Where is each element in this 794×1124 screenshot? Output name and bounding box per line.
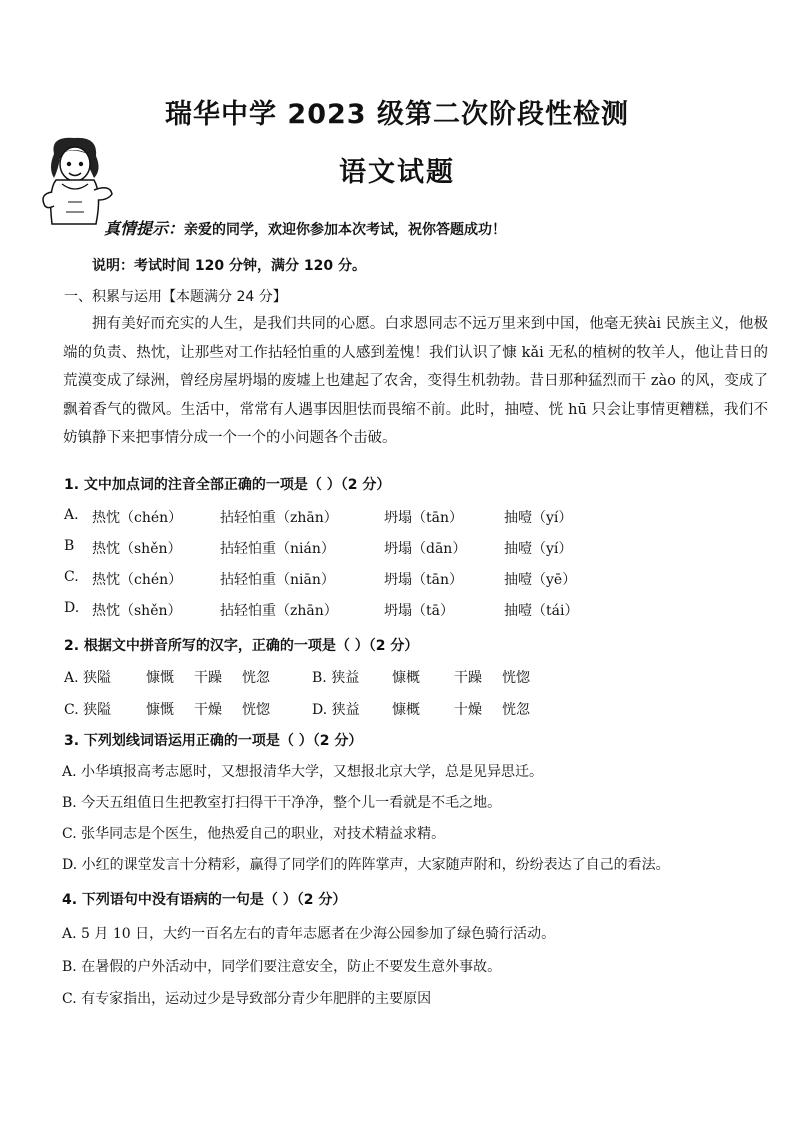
tip-text: 亲爱的同学，欢迎你参加本次考试，祝你答题成功！ (184, 222, 507, 238)
q2-row-1 (64, 667, 584, 689)
option-item: 恍惚 (242, 702, 270, 718)
option-letter: D. (64, 600, 80, 616)
option-item: 干躁 (194, 670, 222, 686)
option-item: B. 狭益 (312, 670, 360, 686)
option-item: 热忱（shěn） (92, 541, 182, 557)
tip-label: 真情提示： (104, 219, 185, 238)
option-item: A. 狭隘 (64, 670, 112, 686)
exam-subtitle: 语文试题 (339, 157, 455, 188)
option-item: 慷慨 (146, 670, 174, 686)
option-item: D. 狭益 (312, 702, 360, 718)
option-item: 热忱（shěn） (92, 603, 182, 619)
option-item: 拈轻怕重（niān） (220, 572, 335, 588)
q1-option-a (64, 507, 704, 529)
q1-option-d (64, 600, 704, 622)
option-item: 坍塌（dān） (384, 541, 467, 557)
option-item: 慷慨 (146, 702, 174, 718)
option-item: 抽噎（tái） (504, 603, 579, 619)
q3-option-c: C. 张华同志是个医生，他热爱自己的职业，对技术精益求精。 (62, 826, 446, 842)
question-4-stem: 4. 下列语句中没有语病的一句是（ ）（2 分） (62, 892, 347, 908)
option-item: 慷概 (392, 670, 420, 686)
option-letter: C. (64, 569, 79, 585)
cartoon-teacher-illustration (38, 134, 114, 226)
exam-title: 瑞华中学 2023 级第二次阶段性检测 (165, 99, 629, 130)
option-item: 恍忽 (502, 702, 530, 718)
option-item: 抽噎（yē） (504, 572, 577, 588)
q4-option-c: C. 有专家指出，运动过少是导致部分青少年肥胖的主要原因 (62, 991, 432, 1007)
option-letter: A. (64, 507, 79, 523)
q1-option-c (64, 569, 704, 591)
exam-note: 说明：考试时间 120 分钟，满分 120 分。 (92, 258, 366, 274)
option-item: 坍塌（tān） (384, 572, 463, 588)
q3-option-a: A. 小华填报高考志愿时，又想报清华大学，又想报北京大学，总是见异思迁。 (62, 764, 544, 780)
option-item: 恍忽 (242, 670, 270, 686)
q2-row-2 (64, 699, 584, 721)
section-heading: 一、积累与运用【本题满分 24 分】 (64, 289, 287, 305)
option-item: 干躁 (454, 670, 482, 686)
question-3-stem: 3. 下列划线词语运用正确的一项是（ ）（2 分） (64, 733, 363, 749)
option-item: 坍塌（tā） (384, 603, 454, 619)
reading-passage: 拥有美好而充实的人生，是我们共同的心愿。白求恩同志不远万里来到中国，他毫无狭ài 民族主义，他极端的负责、热忱，让那些对工作拈轻怕重的人感到羞愧！我们认识了慷 kǎi 无私的植树的牧羊人，他让昔日的荒漠变成了绿洲，曾经房屋坍塌的废墟上也建起了农舍，变得生机勃勃。昔日那种猛烈而干 zào 的风，变成了飘着香气的微风。生活中，常常有人遇事因胆怯而畏缩不前。此时，抽噎、恍 hū 只会让事情更糟糕，我们不妨镇静下来把事情分成一个一个的小问题各个击破。 (63, 316, 768, 446)
option-item: C. 狭隘 (64, 702, 112, 718)
question-1-stem: 1. 文中加点词的注音全部正确的一项是（ ）（2 分） (64, 477, 391, 493)
option-item: 慷概 (392, 702, 420, 718)
option-item: 抽噎（yí） (504, 510, 573, 526)
q4-option-b: B. 在暑假的户外活动中，同学们要注意安全，防止不要发生意外事故。 (62, 959, 502, 975)
q1-option-b (64, 538, 704, 560)
q3-option-d: D. 小红的课堂发言十分精彩，赢得了同学们的阵阵掌声，大家随声附和，纷纷表达了自己的看法。 (62, 857, 670, 873)
option-item: 拈轻怕重（nián） (220, 541, 335, 557)
option-item: 拈轻怕重（zhān） (220, 603, 338, 619)
option-item: 抽噎（yí） (504, 541, 573, 557)
option-item: 热忱（chén） (92, 510, 183, 526)
question-2-stem: 2. 根据文中拼音所写的汉字，正确的一项是（ ）（2 分） (64, 638, 419, 654)
option-item: 拈轻怕重（zhān） (220, 510, 338, 526)
greeting-tip (104, 216, 506, 239)
option-item: 恍惚 (502, 670, 530, 686)
q4-option-a: A. 5 月 10 日，大约一百名左右的青年志愿者在少海公园参加了绿色骑行活动。 (62, 926, 556, 942)
option-letter: B (64, 538, 75, 554)
option-item: 热忱（chén） (92, 572, 183, 588)
option-item: 干燥 (194, 702, 222, 718)
option-item: 坍塌（tān） (384, 510, 463, 526)
q3-option-b: B. 今天五组值日生把教室打扫得干干净净，整个儿一看就是不毛之地。 (62, 795, 502, 811)
option-item: 十燥 (454, 702, 482, 718)
